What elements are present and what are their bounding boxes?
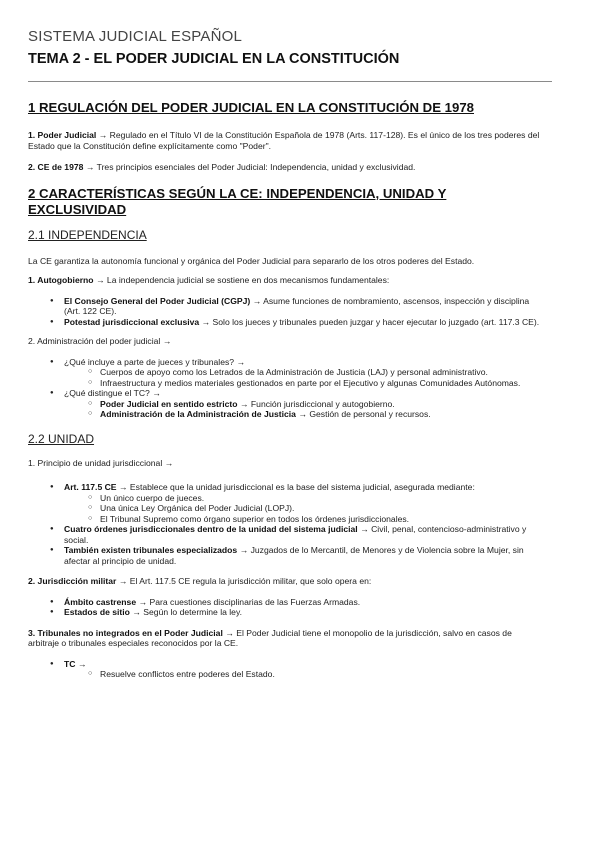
administracion-list [28, 357, 540, 420]
tc-sublist [28, 669, 540, 680]
item-label: Cuatro órdenes jurisdiccionales dentro de la unidad del sistema judicial [64, 524, 358, 534]
p2-label: 2. CE de 1978 [28, 162, 84, 172]
title-divider [28, 81, 552, 82]
p1-label: 1. Poder Judicial [28, 130, 97, 140]
sublist-item: ○ Cuerpos de apoyo como los Letrados de la Administración de Justicia (LAJ) y personal administrativo. [28, 367, 540, 378]
item-label: Art. 117.5 CE [64, 482, 117, 492]
militar-paragraph [28, 576, 540, 587]
section-2-heading: 2 CARACTERÍSTICAS SEGÚN LA CE: INDEPENDENCIA, UNIDAD Y EXCLUSIVIDAD [28, 185, 447, 217]
item-label: Poder Judicial en sentido estricto [100, 398, 238, 409]
subsection-2-1-heading: 2.1 INDEPENDENCIA [28, 227, 147, 242]
autogobierno-label: 1. Autogobierno [28, 275, 94, 285]
sublist-item: ○ Resuelve conflictos entre poderes del Estado. [28, 669, 540, 680]
p1-text: → Regulado en el Título VI de la Constitución Española de 1978 (Arts. 117-128). Es el único de los tres poderes del Estado que la Constitución define explícitamente como "Poder". [28, 130, 540, 151]
sublist-item: ○ El Tribunal Supremo como órgano superior en todos los órdenes jurisdiccionales. [28, 514, 540, 525]
item-text: → Juzgados de lo Mercantil, de Menores y de Violencia sobre la Mujer, sin afectar al principio de unidad. [64, 545, 524, 566]
list-item [28, 357, 540, 389]
subsection-2-2-heading: 2.2 UNIDAD [28, 431, 95, 446]
tribunales-label: 3. Tribunales no integrados en el Poder Judicial [28, 627, 223, 638]
sublist-item: ○ Una única Ley Orgánica del Poder Judicial (LOPJ). [28, 503, 540, 514]
item-text: → [75, 658, 87, 669]
document-supertitle: SISTEMA JUDICIAL ESPAÑOL [28, 28, 243, 45]
sublist-item [28, 409, 540, 420]
militar-label: 2. Jurisdicción militar [28, 576, 117, 586]
item-label: Estados de sitio [64, 607, 130, 617]
section-1-paragraph-1 [28, 130, 540, 151]
autogobierno-text: → La independencia judicial se sostiene en dos mecanismos fundamentales: [93, 275, 390, 285]
independencia-intro: La CE garantiza la autonomía funcional y orgánica del Poder Judicial para separarlo de los otros poderes del Estado. [28, 255, 475, 266]
unidad-list [28, 482, 540, 566]
list-item [28, 388, 540, 420]
item-label: Ámbito castrense [64, 596, 137, 607]
list-item [28, 296, 540, 317]
sublist-item [28, 399, 540, 410]
unidad-principio-paragraph: 1. Principio de unidad jurisdiccional → [28, 457, 174, 468]
item-text: → Establece que la unidad jurisdiccional es la base del sistema judicial, asegurada mediante: [116, 482, 475, 492]
section-1-paragraph-2 [28, 162, 540, 173]
list-item [28, 482, 540, 524]
list-item [28, 659, 540, 680]
tribunales-paragraph [28, 628, 540, 649]
section-1-heading: 1 REGULACIÓN DEL PODER JUDICIAL EN LA CONSTITUCIÓN DE 1978 [28, 100, 474, 115]
sublist-item: ○ Un único cuerpo de jueces. [28, 493, 540, 504]
autogobierno-paragraph [28, 275, 540, 286]
administracion-paragraph: 2. Administración del poder judicial → [28, 336, 172, 346]
list-item [28, 545, 540, 566]
item-text: → Asume funciones de nombramiento, ascensos, inspección y disciplina (Art. 122 CE). [64, 295, 530, 316]
item-text: → Solo los jueces y tribunales pueden juzgar y hacer ejecutar lo juzgado (art. 117.3 CE). [199, 316, 540, 327]
item-label: TC [64, 658, 76, 669]
item-text: → Función jurisdiccional y autogobierno. [237, 398, 395, 409]
list-item [28, 317, 540, 328]
list-item [28, 597, 540, 608]
militar-text: → El Art. 117.5 CE regula la jurisdicción militar, que solo opera en: [116, 576, 372, 586]
tribunales-text: → El Poder Judicial tiene el monopolio de la jurisdicción, salvo en casos de arbitraje o tribunales especiales reconocidos por la CE. [28, 627, 512, 648]
document-title: TEMA 2 - EL PODER JUDICIAL EN LA CONSTITUCIÓN [28, 51, 400, 67]
tc-list [28, 659, 540, 680]
militar-list [28, 597, 540, 618]
item-text: → Gestión de personal y recursos. [295, 409, 431, 419]
item-text: → Para cuestiones disciplinarias de las Fuerzas Armadas. [136, 596, 361, 607]
item-text: → Civil, penal, contencioso-administrativo y social. [64, 524, 527, 545]
list-item [28, 524, 540, 545]
item-text: ¿Qué distingue el TC? → [64, 388, 161, 398]
item-label: Administración de la Administración de Justicia [100, 409, 296, 419]
administracion-sublist-1 [28, 367, 540, 388]
p2-text: → Tres principios esenciales del Poder Judicial: Independencia, unidad y exclusividad. [83, 162, 416, 172]
item-label: Potestad jurisdiccional exclusiva [64, 316, 200, 327]
autogobierno-list [28, 296, 540, 328]
unidad-sublist [28, 493, 540, 525]
sublist-item: ○ Infraestructura y medios materiales gestionados en parte por el Ejecutivo y algunas Comunidades Autónomas. [28, 378, 540, 389]
item-text: → Según lo determine la ley. [129, 607, 243, 617]
item-label: También existen tribunales especializados [64, 545, 238, 555]
item-text: ¿Qué incluye a parte de jueces y tribunales? → [64, 356, 246, 367]
administracion-sublist-2 [28, 399, 540, 420]
list-item [28, 607, 540, 618]
item-label: El Consejo General del Poder Judicial (CGPJ) [64, 295, 251, 306]
